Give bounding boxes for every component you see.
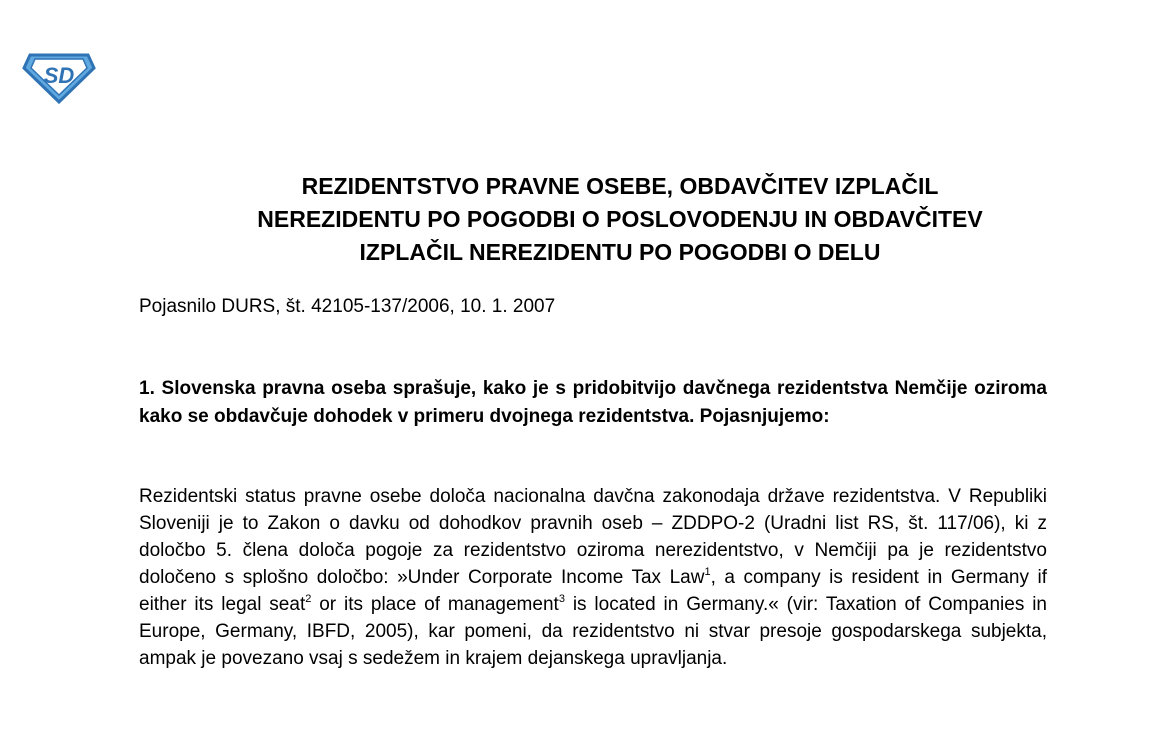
logo-text: SD: [43, 63, 75, 88]
title-line-2: NEREZIDENTU PO POGODBI O POSLOVODENJU IN OBDAVČITEV: [257, 206, 983, 232]
source-line: Pojasnilo DURS, št. 42105-137/2006, 10. 1. 2007: [139, 296, 556, 317]
question-paragraph: 1. Slovenska pravna oseba sprašuje, kako je s pridobitvijo davčnega rezidentstva Nemčije oziroma kako se obdavčuje dohodek v primeru dvojnega rezidentstva. Pojasnjujemo:: [139, 378, 1047, 427]
sd-logo: [22, 50, 96, 104]
title-line-3: IZPLAČIL NEREZIDENTU PO POGODBI O DELU: [359, 239, 881, 265]
footnote-ref-1[interactable]: 1: [704, 566, 711, 578]
body-paragraph: [139, 483, 1047, 672]
sd-logo-icon: [22, 50, 96, 104]
body-text-part-3: or its place of management: [311, 594, 559, 615]
footnote-ref-2[interactable]: 2: [305, 593, 312, 605]
document-title: [120, 170, 1120, 269]
title-line-1: REZIDENTSTVO PRAVNE OSEBE, OBDAVČITEV IZPLAČIL: [301, 173, 939, 199]
body-text-part-4: is located in Germany.« (vir: Taxation of Companies in Europe, Germany, IBFD, 2005), kar pomeni, da rezidentstvo ni stvar presoje gospodarskega subjekta, ampak je povezano vsaj s sedežem in krajem dejanskega upravljanja.: [139, 594, 1048, 669]
body-text-part-1: Rezidentski status pravne osebe določa nacionalna davčna zakonodaja države rezidentstva. V Republiki Sloveniji je to Zakon o davku od dohodkov pravnih oseb – ZDDPO-2 (Uradni list RS, št. 117/06), ki z določbo 5. člena določa pogoje za rezidentstvo oziroma nerezidentstvo, v Nemčiji pa je rezidentstvo določeno s splošno določbo: »Under Corporate Income Tax Law: [139, 486, 1047, 588]
body-text-part-2: , a company is resident in Germany if either its legal seat: [139, 567, 1047, 615]
footnote-ref-3[interactable]: 3: [558, 593, 565, 605]
